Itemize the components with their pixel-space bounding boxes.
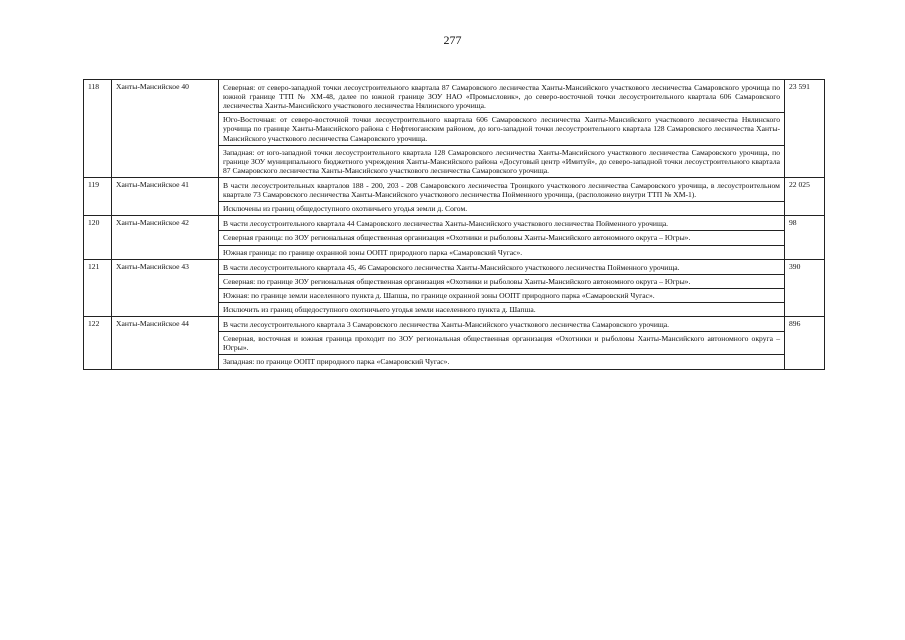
boundary-description: В части лесоустроительных кварталов 188 - 200, 203 - 208 Самаровского лесничества Троицкого участкового лесничества Самаровского урочища, в лесоустроительном квартале 73 Самаровского лесничества Ханты-Мансийского участкового лесничества Пойменного урочища, (расположено внутри ТТП № ХМ-1). bbox=[219, 177, 785, 201]
boundary-description: Юго-Восточная: от северо-восточной точки лесоустроительного квартала 606 Самаровского лесничества Ханты-Мансийского участкового лесничества Нялинского урочища по границе Ханты-Мансийского района с Нефтеюганским районом, до юго-западной точки лесоустроительного квартала 128 Самаровского лесничества Ханты-Мансийского участкового лесничества Самаровского урочища. bbox=[219, 113, 785, 145]
ground-name: Ханты-Мансийское 41 bbox=[112, 177, 219, 215]
ground-name: Ханты-Мансийское 42 bbox=[112, 216, 219, 259]
row-number: 122 bbox=[84, 317, 112, 369]
area-value: 23 591 bbox=[785, 80, 825, 178]
boundary-description: Исключить из границ общедоступного охотничьего угодья земли населенного пункта д. Шапша. bbox=[219, 302, 785, 316]
boundary-description: Южная граница: по границе охранной зоны ООПТ природного парка «Самаровский Чугас». bbox=[219, 245, 785, 259]
row-number: 118 bbox=[84, 80, 112, 178]
boundary-description: Северная: по границе ЗОУ региональная общественная организация «Охотники и рыболовы Ханты-Мансийского автономного округа – Югры». bbox=[219, 274, 785, 288]
ground-name: Ханты-Мансийское 44 bbox=[112, 317, 219, 369]
ground-name: Ханты-Мансийское 40 bbox=[112, 80, 219, 178]
row-number: 121 bbox=[84, 259, 112, 316]
table-row bbox=[84, 177, 825, 201]
table-row bbox=[84, 317, 825, 332]
boundary-description: Северная: от северо-западной точки лесоустроительного квартала 87 Самаровского лесничества Ханты-Мансийского участкового лесничества Самаровского урочища по южной границе ТТП № ХМ-48, далее по южной границе ЗОУ НАО «Промысловик», до северо-восточной точки лесоустроительного квартала 606 Самаровского лесничества Ханты-Мансийского участкового лесничества Нялинского урочища. bbox=[219, 80, 785, 113]
row-number: 119 bbox=[84, 177, 112, 215]
boundary-description: В части лесоустроительного квартала 3 Самаровского лесничества Ханты-Мансийского участкового лесничества Самаровского урочища. bbox=[219, 317, 785, 332]
area-value: 98 bbox=[785, 216, 825, 259]
table-row bbox=[84, 259, 825, 274]
boundary-description: Северная, восточная и южная граница проходит по ЗОУ региональная общественная организация «Охотники и рыболовы Ханты-Мансийского автономного округа – Югры». bbox=[219, 332, 785, 355]
boundary-description: Исключены из границ общедоступного охотничьего угодья земли д. Согом. bbox=[219, 202, 785, 216]
boundary-description: Западная: по границе ООПТ природного парка «Самаровский Чугас». bbox=[219, 355, 785, 369]
area-value: 22 025 bbox=[785, 177, 825, 215]
area-value: 896 bbox=[785, 317, 825, 369]
table-row bbox=[84, 216, 825, 231]
boundary-description: В части лесоустроительного квартала 44 Самаровского лесничества Ханты-Мансийского участкового лесничества Пойменного урочища. bbox=[219, 216, 785, 231]
hunting-grounds-table bbox=[83, 79, 825, 370]
row-number: 120 bbox=[84, 216, 112, 259]
area-value: 390 bbox=[785, 259, 825, 316]
boundary-description: Северная граница: по ЗОУ региональная общественная организация «Охотники и рыболовы Ханты-Мансийского автономного округа – Югры». bbox=[219, 231, 785, 245]
boundary-description: В части лесоустроительного квартала 45, 46 Самаровского лесничества Ханты-Мансийского участкового лесничества Пойменного урочища. bbox=[219, 259, 785, 274]
ground-name: Ханты-Мансийское 43 bbox=[112, 259, 219, 316]
boundary-description: Южная: по границе земли населенного пункта д. Шапша, по границе охранной зоны ООПТ природного парка «Самаровский Чугас». bbox=[219, 288, 785, 302]
table-row bbox=[84, 80, 825, 113]
page-number: 277 bbox=[443, 33, 462, 47]
boundary-description: Западная: от юго-западной точки лесоустроительного квартала 128 Самаровского лесничества Ханты-Мансийского участкового лесничества Самаровского урочища, по границе ЗОУ муниципального бюджетного учреждения Ханты-Мансийского района «Досуговый центр «Имитуй», до северо-западной точки лесоустроительного квартала 87 Самаровского лесничества Ханты-Мансийского участкового лесничества Самаровского урочища. bbox=[219, 145, 785, 177]
